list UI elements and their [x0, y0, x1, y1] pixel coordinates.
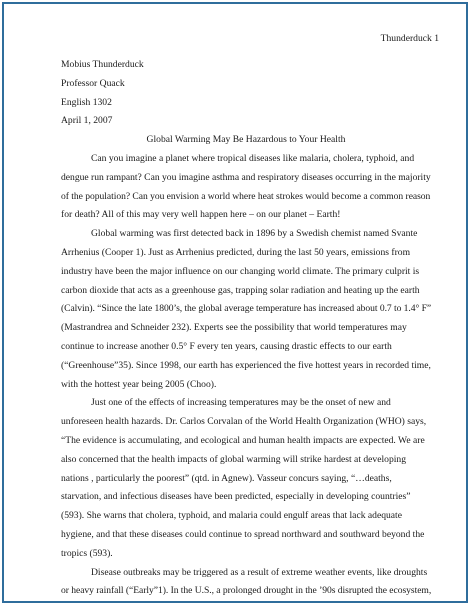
body-paragraph	[61, 564, 431, 602]
paragraph-line: with the hottest year being 2005 (Choo).	[61, 378, 217, 390]
body-paragraph	[61, 225, 431, 394]
course-name: English 1302	[61, 96, 112, 108]
paragraph-line: Disease outbreaks may be triggered as a result of extreme weather events, like droughts	[91, 566, 428, 578]
paragraph-line: Arrhenius (Cooper 1). Just as Arrhenius predicted, during the last 50 years, emissions from	[61, 246, 411, 258]
paragraph-line: (Calvin). “Since the late 1800’s, the global average temperature has increased about 0.7 to 1.4° F”	[61, 303, 432, 315]
paragraph-line: for death? All of this may very well happen here – on our planet – Earth!	[61, 209, 341, 221]
paragraph-line: unforeseen health hazards. Dr. Carlos Corvalan of the World Health Organization (WHO) says,	[61, 416, 427, 428]
paragraph-line: starvation, and infectious diseases have been predicted, especially in developing countries”	[61, 491, 411, 503]
body-paragraph	[61, 150, 431, 225]
body-paragraph	[61, 394, 431, 563]
essay-body	[61, 150, 431, 601]
student-name: Mobius Thunderduck	[61, 59, 144, 70]
essay-page	[61, 24, 439, 601]
paragraph-line: Just one of the effects of increasing temperatures may be the onset of new and	[91, 397, 391, 409]
running-head: Thunderduck 1	[380, 33, 439, 44]
paragraph-line: continue to increase another 0.5° F every ten years, causing drastic effects to our earth	[61, 340, 392, 352]
paragraph-line: industry have been the major influence on our changing world climate. The primary culprit is	[61, 265, 420, 277]
professor-name: Professor Quack	[61, 77, 125, 89]
paragraph-line: Global warming was first detected back in 1896 by a Swedish chemist named Svante	[91, 228, 418, 240]
mla-heading	[61, 56, 431, 131]
paragraph-line: (Mastrandrea and Schneider 232). Experts see the possibility that world temperatures may	[61, 322, 407, 334]
paragraph-line: also concerned that the health impacts of global warming will strike hardest at developing	[61, 453, 407, 465]
paragraph-line: hygiene, and that these diseases could continue to spread northward and southward beyond the	[61, 528, 425, 540]
paragraph-line: dengue run rampant? Can you imagine asthma and respiratory diseases occurring in the majority	[61, 171, 431, 183]
paragraph-line: Can you imagine a planet where tropical diseases like malaria, cholera, typhoid, and	[91, 152, 415, 164]
paragraph-line: “The evidence is accumulating, and ecological and human health impacts are expected. We are	[61, 434, 425, 446]
essay-title: Global Warming May Be Hazardous to Your Health	[146, 134, 346, 146]
paragraph-line: (“Greenhouse”35). Since 1998, our earth has experienced the five hottest years in recorded time,	[61, 359, 431, 371]
document-frame	[2, 2, 468, 603]
paragraph-line: nations , particularly the poorest” (qtd. in Agnew). Vasseur concurs saying, “…deaths,	[61, 472, 392, 484]
paragraph-line: carbon dioxide that acts as a greenhouse gas, trapping solar radiation and heating up the earth	[61, 284, 420, 296]
paragraph-line: of the population? Can you envision a world where heat strokes would become a common reason	[61, 190, 431, 202]
paragraph-line: tropics (593).	[61, 547, 113, 559]
essay-date: April 1, 2007	[61, 115, 113, 127]
paragraph-line: or heavy rainfall (“Early”1). In the U.S., a prolonged drought in the ’90s disrupted the ecosystem,	[61, 585, 432, 597]
paragraph-line: (593). She warns that cholera, typhoid, and malaria could engulf areas that lack adequate	[61, 510, 402, 522]
